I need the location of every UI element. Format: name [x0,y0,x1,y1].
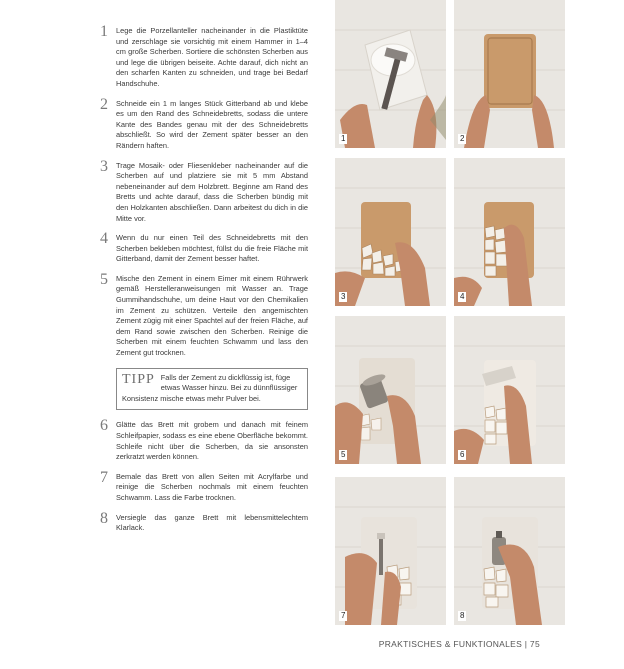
photo-spreading-cement [454,316,565,464]
photo-step-7 [335,477,446,625]
photo-number: 8 [460,611,465,620]
step-text: Lege die Porzellanteller nacheinander in die Plastiktüte und zerschlage sie vorsichtig mit einem Hammer in 1–4 cm große Scherben. Sortiere die schönsten Scherben aus und lege die übrigen beiseite. Achte darauf, dich nicht an den scharfen Kanten zu schneiden, und trage bei Bedarf Handschuhe. [116,26,308,88]
photo-step-5 [335,316,446,464]
photo-step-4 [454,158,565,306]
photo-painting-board [335,477,446,625]
photo-plates-hammer [335,0,446,148]
photo-wooden-board [454,0,565,148]
step-number: 5 [100,270,108,288]
photo-number: 3 [341,292,346,301]
photo-placing-shards [335,158,446,306]
step-number: 3 [100,157,108,175]
photo-step-8 [454,477,565,625]
step-text: Schneide ein 1 m langes Stück Gitterband ab und klebe es um den Rand des Schneidebretts, sodass die untere Kante des Bandes genau mit der des Schneidebretts abschließt. So wird der Zement später besser an den Rändern haften. [116,98,308,150]
photo-number: 6 [460,450,465,459]
photo-number: 5 [341,450,346,459]
photo-applying-cement [335,316,446,464]
photo-step-6 [454,316,565,464]
tip-label: TIPP [122,371,155,387]
tip-text: Falls der Zement zu dickflüssig ist, füge etwas Wasser hinzu. Bei zu dünnflüssiger Konsistenz mische etwas mehr Pulver bei. [122,372,298,403]
step-5 [100,270,308,359]
step-text: Bemale das Brett von allen Seiten mit Acrylfarbe und reinige die Scherben nochmals mit einem feuchten Schwamm. Lass die Farbe trocknen. [116,471,308,502]
step-number: 4 [100,230,108,248]
step-number: 2 [100,95,108,113]
photo-step-2 [454,0,565,148]
step-text: Wenn du nur einen Teil des Schneidebretts mit den Scherben bekleben möchtest, füllst du die freie Fläche mit Gitterband, damit der Zement besser haftet. [116,233,308,264]
tip-box [116,368,308,411]
step-number: 1 [100,23,108,40]
page-footer: PRAKTISCHES & FUNKTIONALES | 75 [378,639,540,649]
step-number: 7 [100,468,108,486]
step-text: Glätte das Brett mit grobem und danach mit feinem Schleifpapier, sodass es eine ebene Oberfläche bekommt. Schleife nicht über die Scherben, da sie ansonsten zerkratzt werden können. [116,420,308,462]
photo-number: 4 [460,292,465,301]
step-number: 6 [100,417,108,435]
step-8 [100,509,308,534]
instructions-column [100,23,308,543]
step-number: 8 [100,509,108,527]
step-text: Versiegle das ganze Brett mit lebensmittelechtem Klarlack. [116,512,308,533]
photo-number: 2 [460,134,465,143]
step-6 [100,417,308,462]
step-1 [100,23,308,90]
step-4 [100,230,308,265]
step-text: Mische den Zement in einem Eimer mit einem Rührwerk gemäß Herstelleranweisungen mit Wasser an. Trage Gummihandschuhe, um deine Haut vor den Chemikalien im Zement zu schützen. Verteile den angemischten Zement zügig mit einer Spachtel auf der freien Fläche, auf dem Rand sowie zwischen den Scherben. Reinige die Scherben mit einem feuchten Schwamm und lass den Zement gut trocknen. [116,273,308,358]
photo-step-1 [335,0,446,148]
step-text: Trage Mosaik- oder Fliesenkleber nacheinander auf die Scherben auf und platziere sie mit 5 mm Abstand nebeneinander auf dem Holzbrett. Beginne am Rand des Bretts und achte darauf, dass die Scherben bündig mit den Holzkanten abschließen. Dann arbeitest du dich in die Mitte vor. [116,160,308,223]
step-7 [100,468,308,504]
photo-step-3 [335,158,446,306]
photo-number: 7 [341,611,346,620]
step-3 [100,157,308,225]
photo-number: 1 [341,134,346,143]
step-2 [100,95,308,152]
photo-sealing-board [454,477,565,625]
photo-pressing-shards [454,158,565,306]
